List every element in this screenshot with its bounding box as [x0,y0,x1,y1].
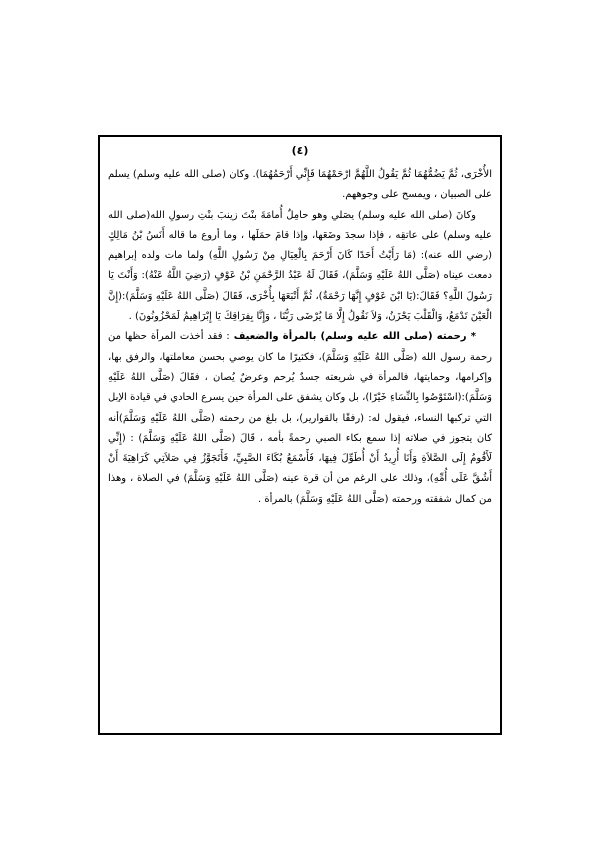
paragraph-2: وكانَ (صلى الله عليه وسلم) يصَلي وهو حامِلٌ أُمامَةَ بنْتَ زينبَ بنْتِ رسولِ الله(صلى الله عليه وسلم) على عاتقِه ، فإذا سجدَ وضَعَها، وإذا قامَ حمَلَها ، وما أروع ما قاله أَنَسُ بْنُ مَالِكٍ (رضي الله عنه): (مَا رَأَيْتُ أَحَدًا كَانَ أَرْحَمَ بِالْعِيَالِ مِنْ رَسُولِ اللَّهِ) ولما مات ولده إبراهيم دمعت عيناه (صَلَّى اللهُ عَلَيْهِ وَسَلَّمَ)، فَقَالَ لَهُ عَبْدُ الرَّحْمَنِ بْنُ عَوْفٍ (رَضِيَ اللَّهُ عَنْهُ): وَأَنْتَ يَا رَسُولَ اللَّهِ؟ فَقَالَ:(يَا ابْنَ عَوْفٍ إِنَّهَا رَحْمَةٌ)، ثُمَّ أَتْبَعَهَا بِأُخْرَى، فَقَالَ (صَلَّى اللهُ عَلَيْهِ وَسَلَّمَ):(إِنَّ الْعَيْنَ تَدْمَعُ، وَالْقَلْبَ يَحْزَنُ، وَلاَ نَقُولُ إِلَّا مَا يُرْضَى رَبُّنَا ، وَإِنَّا بِفِرَاقِكَ يَا إِبْرَاهِيمُ لَمَحْزُونُونَ) . [108,209,492,323]
paragraph-1: الأُخْرَى، ثُمَّ يَضُمُّهُمَا ثُمَّ يَقُولُ اللَّهُمَّ ارْحَمْهُمَا فَإِنِّي أَرْحَمُهُمَا). وكان (صلى الله عليه وسلم) يسلم على الصبيان ، ويمسح على وجوههم. [108,169,492,201]
body-text [108,165,492,510]
paragraph-3 [108,327,492,510]
page-number: (٤) [291,144,309,157]
section-heading: * رحمته (صلى الله عليه وسلم) بالمرأة والضعيف [233,331,477,343]
paragraph-3-text: : فقد أخذت المرأة حظها من رحمة رسول الله (صَلَّى اللهُ عَلَيْهِ وَسَلَّمَ)، فكثيرًا ما كان يوصي بحسن معاملتها، والرفق بها، وإكرامها، وحمايتها، فالمرأة في شريعته جسدٌ يُرحم وعرضٌ يُصان ، فقَالَ (صَلَّى اللهُ عَلَيْهِ وَسَلَّمَ):(اسْتَوْصُوا بِالنِّسَاءِ خَيْرًا)، بل وكان يشفق على المرأة حين يسرع الحادي في قيادة الإبل التي تركبها النساء، فيقول له: (رفقًا بالقوارير)، بل بلغ من رحمته (صَلَّى اللهُ عَلَيْهِ وَسَلَّمَ)أنه كان يتجوز في صلاته إذا سمع بكاء الصبي رحمةً بأمه ، قَالَ (صَلَّى اللهُ عَلَيْهِ وَسَلَّمَ) : (إِنِّي لَأَقُومُ إِلَى الصَّلاَةِ وَأَنَا أُرِيدُ أَنْ أُطَوِّلَ فِيهَا، فَأَسْمَعُ بُكَاءَ الصَّبِيِّ، فَأَتَجَوَّزُ فِي صَلاَتِي كَرَاهِيَةَ أَنْ أَشُقَّ عَلَى أُمِّهِ)، وذلك على الرغم من أن قرة عينه (صَلَّى اللهُ عَلَيْهِ وَسَلَّمَ) في الصلاة ، وهذا من كمال شفقته ورحمته (صَلَّى اللهُ عَلَيْهِ وَسَلَّمَ) بالمرأة . [108,331,492,505]
page-frame [98,135,502,735]
